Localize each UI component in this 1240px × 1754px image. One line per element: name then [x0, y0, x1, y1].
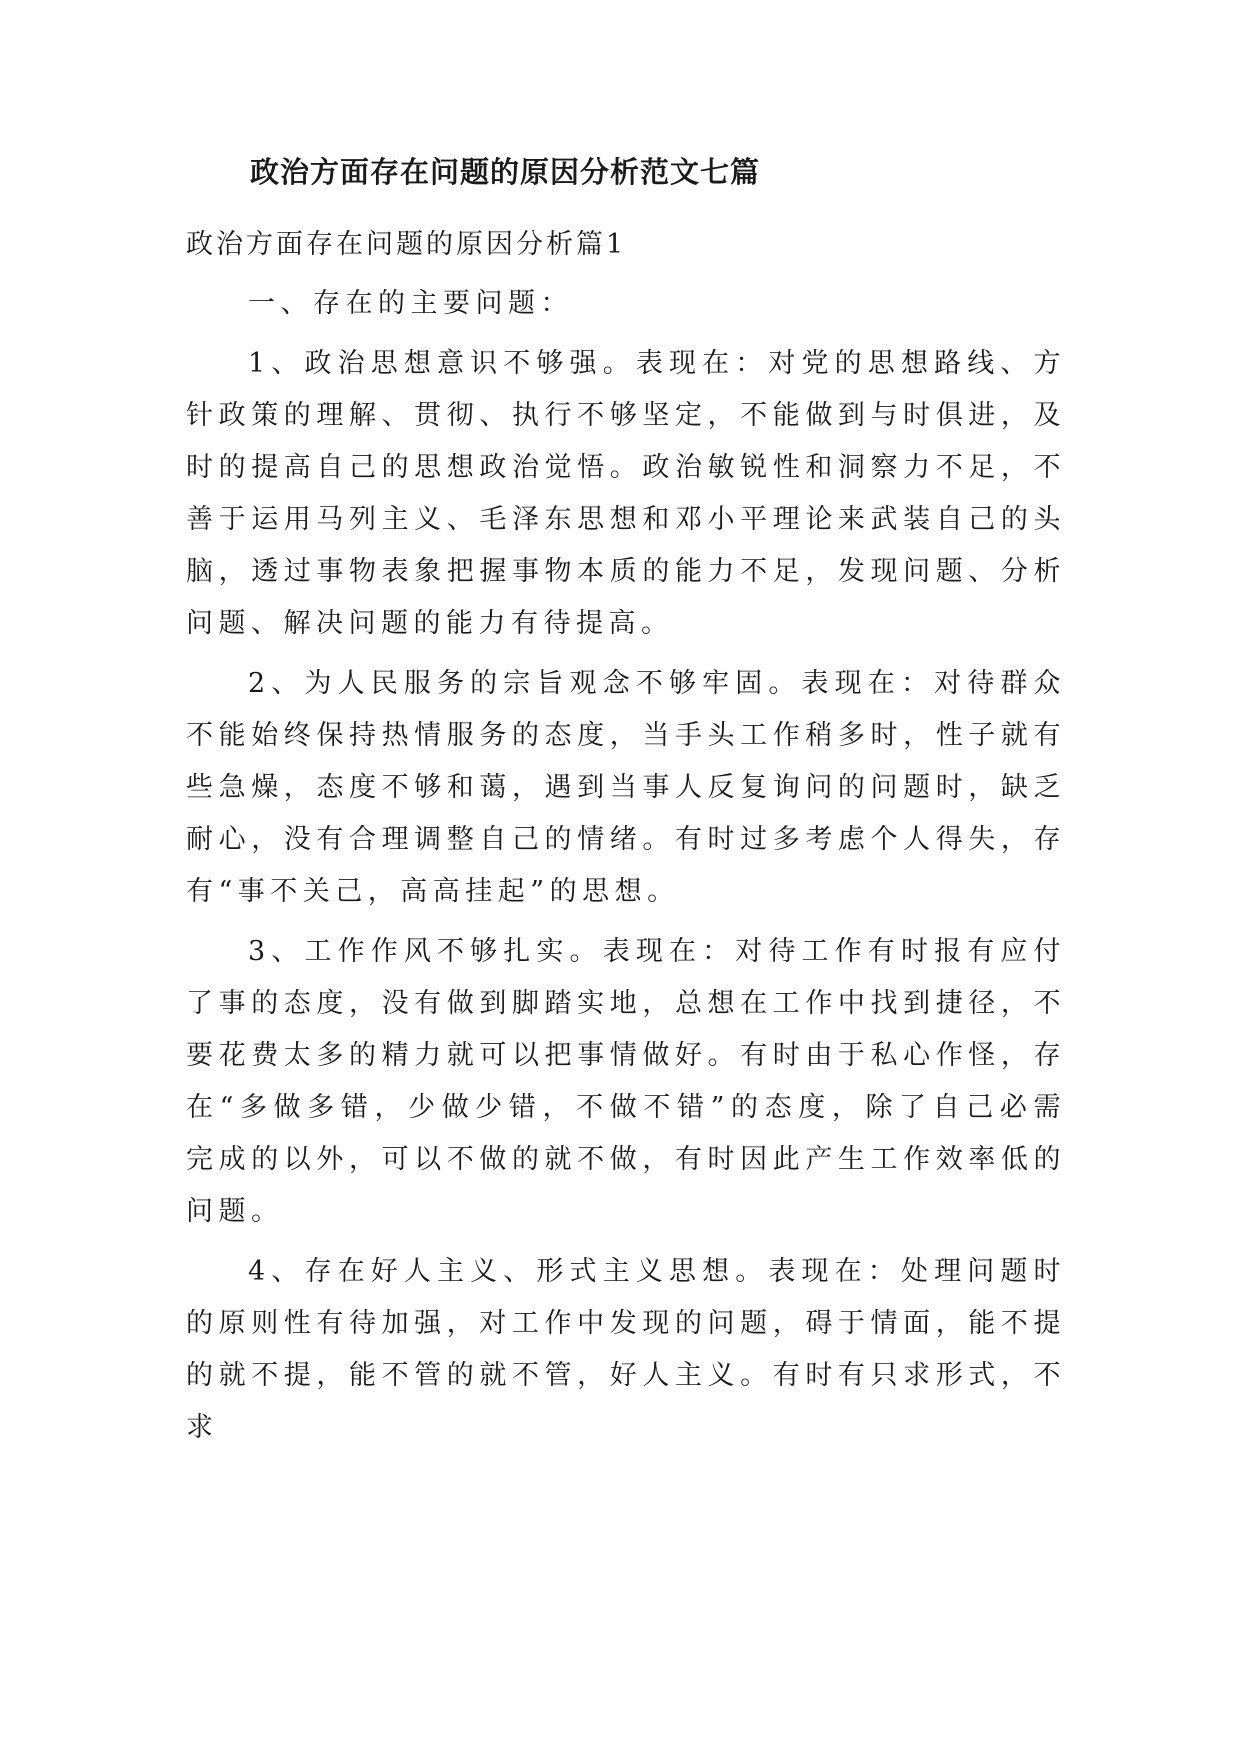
document-body — [186, 278, 1066, 1462]
paragraph-heading: 一、存在的主要问题： — [248, 288, 573, 319]
paragraph: 4、存在好人主义、形式主义思想。表现在：处理问题时的原则性有待加强，对工作中发现的问题，碍于情面，能不提的就不提，能不管的就不管，好人主义。有时有只求形式，不求 — [186, 1256, 1066, 1443]
document-title: 政治方面存在问题的原因分析范文七篇 — [250, 155, 761, 189]
paragraph: 2、为人民服务的宗旨观念不够牢固。表现在：对待群众不能始终保持热情服务的态度，当手头工作稍多时，性子就有些急燥，态度不够和蔼，遇到当事人反复询问的问题时，缺乏耐心，没有合理调整自己的情绪。有时过多考虑个人得失，存有“事不关己，高高挂起”的思想。 — [186, 668, 1066, 907]
paragraph: 3、工作作风不够扎实。表现在：对待工作有时报有应付了事的态度，没有做到脚踏实地，总想在工作中找到捷径，不要花费太多的精力就可以把事情做好。有时由于私心作怪，存在“多做多错，少做少错，不做不错”的态度，除了自己必需完成的以外，可以不做的就不做，有时因此产生工作效率低的问题。 — [186, 936, 1066, 1227]
section-heading: 政治方面存在问题的原因分析篇1 — [186, 229, 627, 260]
paragraph: 1、政治思想意识不够强。表现在：对党的思想路线、方针政策的理解、贯彻、执行不够坚定，不能做到与时俱进，及时的提高自己的思想政治觉悟。政治敏锐性和洞察力不足，不善于运用马列主义、毛泽东思想和邓小平理论来武装自己的头脑，透过事物表象把握事物本质的能力不足，发现问题、分析问题、解决问题的能力有待提高。 — [186, 348, 1066, 639]
